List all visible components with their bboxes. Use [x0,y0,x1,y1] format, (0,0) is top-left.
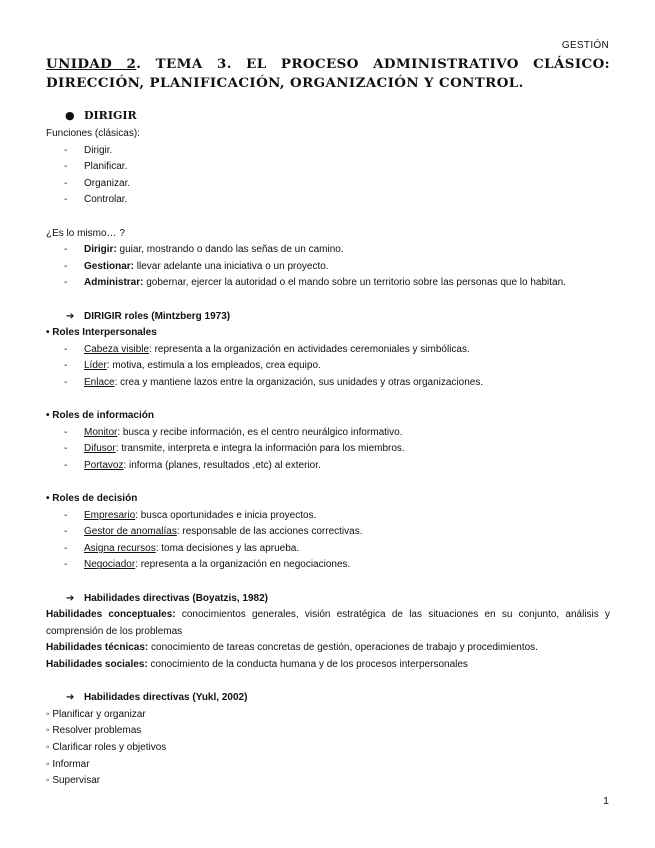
title-rest: . TEMA 3. EL PROCESO ADMINISTRATIVO CLÁSICO: DIRECCIÓN, PLANIFICACIÓN, ORGANIZACIÓN Y CONTROL. [46,56,610,91]
arrow-right-icon: ➔ [66,692,75,704]
arrow-right-icon: ➔ [66,310,75,322]
roles-heading: ➔ DIRIGIR roles (Mintzberg 1973) [46,309,610,326]
skill-item: Habilidades conceptuales: conocimientos generales, visión estratégica de las situaciones en su conjunto, análisis y comprensión de los problemas [46,609,611,637]
list-item: - Monitor: busca y recibe información, es el centro neurálgico informativo. [64,426,403,438]
page-number: 1 [603,795,609,807]
list-item: - Enlace: crea y mantiene lazos entre la organización, sus unidades y otras organizaciones. [64,376,484,388]
bullet-dot-icon: ● [65,109,75,122]
list-item: - Asigna recursos: toma decisiones y las aprueba. [64,542,300,554]
list-item: - Dirigir. [64,144,113,156]
list-item: - Organizar. [64,177,131,189]
yukl-heading: ➔ Habilidades directivas (Yukl, 2002) [46,690,610,707]
arrow-right-icon: ➔ [66,592,75,604]
question-line: ¿Es lo mismo… ? [46,227,125,239]
list-item: - Líder: motiva, estimula a los empleados, crea equipo. [64,360,321,372]
functions-label: Funciones (clásicas): [46,128,140,139]
definition-item: - Gestionar: llevar adelante una iniciativa o un proyecto. [64,260,329,272]
list-item: ◦ Informar [46,758,90,770]
roles-interpersonal-list [46,342,610,392]
list-item: - Controlar. [64,194,128,206]
list-item: - Gestor de anomalías: responsable de las acciones correctivas. [64,526,363,538]
boyatzis-heading: ➔ Habilidades directivas (Boyatzis, 1982) [46,591,610,608]
roles-group-title: • Roles de decisión [46,493,138,505]
title-unit: UNIDAD 2 [46,56,137,72]
roles-group-title: • Roles de información [46,410,154,422]
list-item: - Empresario: busca oportunidades e inicia proyectos. [64,509,317,521]
page-title [46,55,610,93]
content-body [46,107,610,790]
roles-group-title: • Roles Interpersonales [46,327,157,339]
functions-list [46,143,610,209]
list-item: ◦ Planificar y organizar [46,708,146,720]
list-item: - Difusor: transmite, interpreta e integra la información para los miembros. [64,443,405,455]
list-item: ◦ Clarificar roles y objetivos [46,741,167,753]
list-item: - Planificar. [64,161,128,173]
section-dirigir-heading: DIRIGIR [84,109,137,122]
list-item: - Cabeza visible: representa a la organización en actividades ceremoniales y simbólicas. [64,343,470,355]
skill-item: Habilidades técnicas: conocimiento de tareas concretas de gestión, operaciones de trabajo y procedimientos. [46,642,538,654]
list-item: - Portavoz: informa (planes, resultados ,etc) al exterior. [64,459,321,471]
page-header-subject: GESTIÓN [561,40,609,51]
definitions-list [46,242,610,292]
section-dirigir [46,107,610,125]
list-item: ◦ Resolver problemas [46,725,142,737]
skill-item: Habilidades sociales: conocimiento de la conducta humana y de los procesos interpersonales [46,659,468,670]
definition-item: - Dirigir: guiar, mostrando o dando las señas de un camino. [64,244,344,256]
list-item: ◦ Supervisar [46,775,101,787]
roles-information-list [46,425,610,475]
definition-item: - Administrar: gobernar, ejercer la autoridad o el mando sobre un territorio sobre las personas que lo habitan. [64,277,566,289]
roles-decision-list [46,508,610,574]
list-item: - Negociador: representa a la organización en negociaciones. [64,559,351,571]
